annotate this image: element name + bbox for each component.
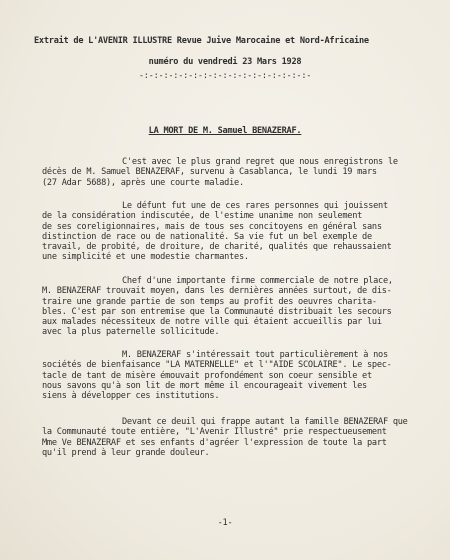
- paragraph-line: Le défunt fut une de ces rares personnes qui jouissent: [122, 201, 388, 211]
- paragraph-line: C'est avec le plus grand regret que nous enregistrons le: [122, 157, 398, 167]
- paragraph-3: [42, 276, 393, 338]
- paragraph-line: de ses coreligionnaires, mais de tous ses concitoyens en général sans: [42, 221, 382, 232]
- article-title: LA MORT DE M. Samuel BENAZERAF.: [148, 126, 302, 136]
- paragraph-line: Devant ce deuil qui frappe autant la famille BENAZERAF que: [122, 417, 408, 427]
- paragraph-line: travail, de probité, de droiture, de charité, qualités que rehaussaient: [42, 242, 392, 253]
- paragraph-1: [42, 157, 398, 188]
- paragraph-line: (27 Adar 5688), après une courte maladie.: [42, 177, 244, 188]
- paragraph-line: Chef d'une importante firme commerciale de notre place,: [122, 276, 393, 286]
- header-line-issue-date: numéro du vendredi 23 Mars 1928: [148, 57, 302, 67]
- paragraph-line: décès de M. Samuel BENAZERAF, survenu à Casablanca, le lundi 19 mars: [42, 167, 377, 178]
- paragraph-4: [42, 350, 392, 401]
- paragraph-line: la Communauté toute entière, "L'Avenir Illustré" prie respectueusement: [42, 427, 387, 438]
- paragraph-line: distinction de race ou de nationalité. Sa vie fut un bel exemple de: [42, 231, 372, 242]
- header-line-publication: Extrait de L'AVENIR ILLUSTRE Revue Juive Marocaine et Nord-Africaine: [34, 36, 369, 46]
- paragraph-line: Mme Ve BENAZERAF et ses enfants d'agréer l'expression de toute la part: [42, 437, 387, 448]
- page-number: -1-: [217, 518, 233, 528]
- paragraph-line: M. BENAZERAF s'intéressait tout particulièrement à nos: [122, 350, 388, 360]
- paragraph-line: nous savons qu'à son lit de mort même il encourageait vivement les: [42, 380, 367, 391]
- paragraph-line: une simplicité et une modestie charmantes.: [42, 252, 249, 263]
- paragraph-line: M. BENAZERAF trouvait moyen, dans les dernières années surtout, de dis-: [42, 286, 392, 297]
- paragraph-line: sociétés de bienfaisance "LA MATERNELLE" et l'"AIDE SCOLAIRE". Le spec-: [42, 360, 392, 371]
- header-divider: -:-:-:-:-:-:-:-:-:-:-:-:-:-:-:-:-:-: [138, 71, 312, 81]
- paragraph-2: [42, 201, 392, 263]
- paragraph-line: de la considération indiscutée, de l'estime unanime non seulement: [42, 211, 363, 222]
- paragraph-line: tacle de tant de misère émouvait profondément son coeur sensible et: [42, 370, 372, 381]
- paragraph-line: siens à développer ces institutions.: [42, 391, 220, 402]
- paragraph-line: qu'il prend à leur grande douleur.: [42, 447, 210, 458]
- paragraph-5: [42, 417, 408, 458]
- paragraph-line: aux malades nécessiteux de notre ville qui étaient accueillis par lui: [42, 317, 382, 328]
- paragraph-line: traire une grande partie de son temps au profit des oeuvres charita-: [42, 296, 377, 307]
- paragraph-line: avec la plus paternelle sollicitude.: [42, 327, 220, 338]
- paragraph-line: bles. C'est par son entremise que la Communauté distribuait les secours: [42, 306, 392, 317]
